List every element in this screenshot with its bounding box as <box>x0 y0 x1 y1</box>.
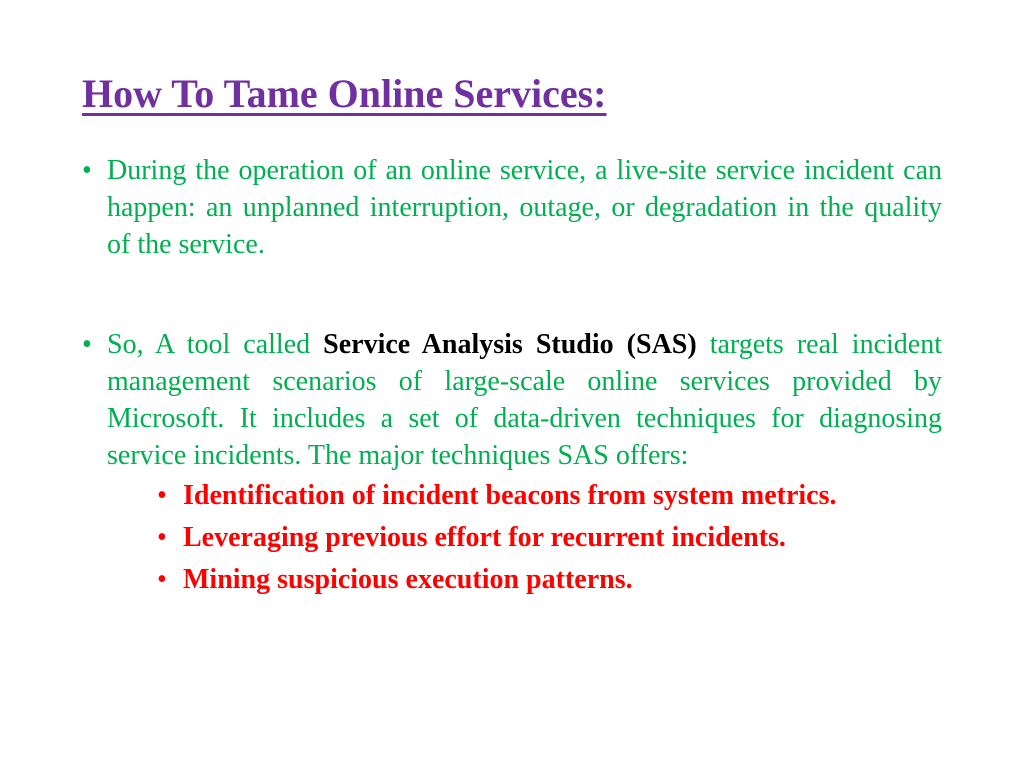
tool-name-highlight: Service Analysis Studio (SAS) <box>323 329 697 360</box>
technique-item <box>157 478 942 514</box>
bullet-text-lead: So, A tool called <box>107 329 324 360</box>
bullet-text-rest: targets real incident management scenarios of large-scale online services provided by Microsoft. It includes a set of data-driven techniques for diagnosing service incidents. The major techniques SAS offers: <box>107 329 943 471</box>
technique-text: Mining suspicious execution patterns. <box>183 564 633 595</box>
bullet-marker: • <box>82 329 92 360</box>
technique-item <box>157 562 942 598</box>
bullet-text: During the operation of an online service, a live-site service incident can happen: an unplanned interruption, outage, or degradation in the quality of the service. <box>107 155 942 260</box>
slide-content <box>82 152 942 604</box>
bullet-item-sas <box>82 326 942 598</box>
technique-text: Identification of incident beacons from system metrics. <box>183 480 837 511</box>
bullet-marker: • <box>157 522 167 553</box>
bullet-marker: • <box>82 155 92 186</box>
technique-item <box>157 520 942 556</box>
slide-title: How To Tame Online Services: <box>82 71 607 116</box>
bullet-item-incident <box>82 152 942 263</box>
bullet-marker: • <box>157 564 167 595</box>
bullet-marker: • <box>157 480 167 511</box>
technique-text: Leveraging previous effort for recurrent incidents. <box>183 522 786 553</box>
sas-techniques-list <box>107 478 942 598</box>
